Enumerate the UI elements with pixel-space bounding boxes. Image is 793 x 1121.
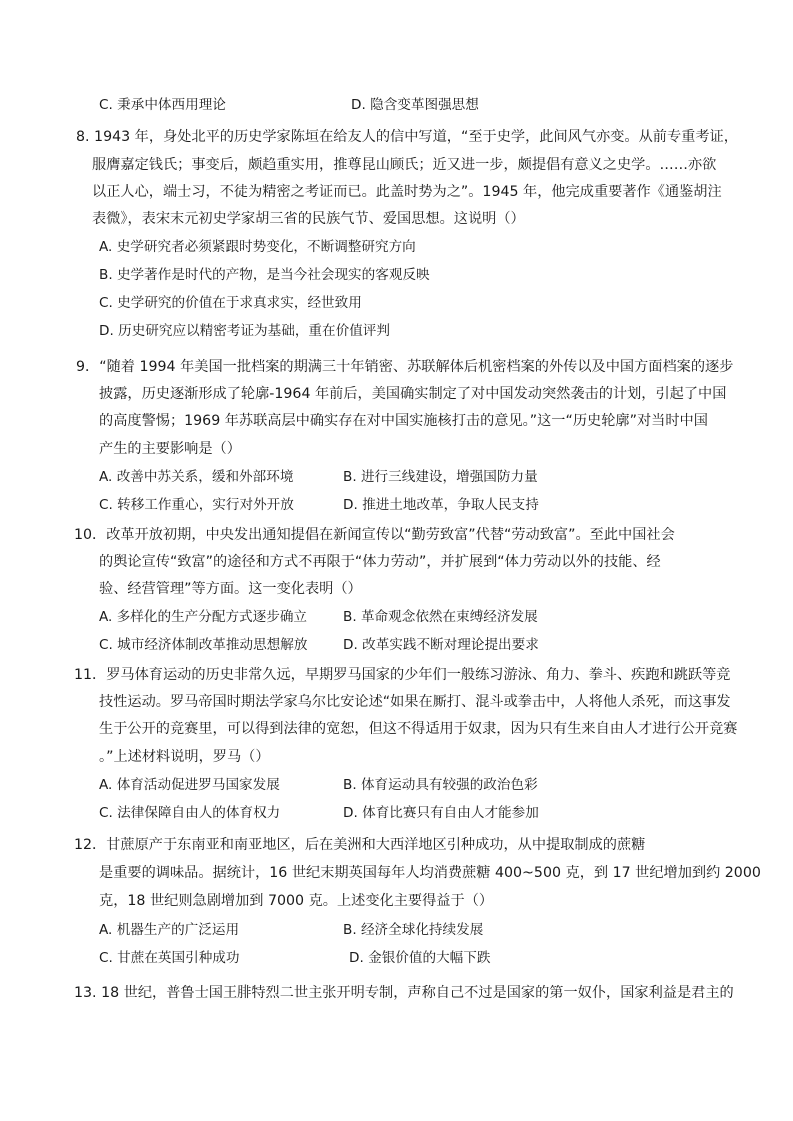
q7-option-c[interactable]: C. 秉承中体西用理论 [99, 97, 226, 113]
q8-option-a[interactable]: A. 史学研究者必须紧跟时势变化，不断调整研究方向 [99, 239, 416, 255]
q9-option-b[interactable]: B. 进行三线建设，增强国防力量 [343, 469, 538, 485]
q11-option-d[interactable]: D. 体育比赛只有自由人才能参加 [343, 805, 539, 821]
q12-option-c[interactable]: C. 甘蔗在英国引种成功 [99, 950, 240, 966]
q10-option-c[interactable]: C. 城市经济体制改革推动思想解放 [99, 637, 308, 653]
q11-stem-line: 技性运动。罗马帝国时期法学家乌尔比安论述“如果在厮打、混斗或拳击中，人将他人杀死，而这事发 [99, 694, 731, 710]
q12-stem-line: 12．甘蔗原产于东南亚和南亚地区，后在美洲和大西洋地区引种成功，从中提取制成的蔗糖 [74, 837, 646, 853]
q9-stem-line: 产生的主要影响是（） [99, 441, 241, 457]
q9-option-a[interactable]: A. 改善中苏关系，缓和外部环境 [99, 469, 294, 485]
q8-option-d[interactable]: D. 历史研究应以精密考证为基础，重在价值评判 [99, 323, 390, 339]
q9-stem-line: 披露，历史逐渐形成了轮廓-1964 年前后，美国确实制定了对中国发动突然袭击的计划，引起了中国 [99, 386, 727, 402]
q8-option-c[interactable]: C. 史学研究的价值在于求真求实，经世致用 [99, 295, 362, 311]
q8-stem-line: 8. 1943 年，身处北平的历史学家陈垣在给友人的信中写道，“至于史学，此间风气亦变。从前专重考证， [76, 129, 738, 145]
q10-option-a[interactable]: A. 多样化的生产分配方式逐步确立 [99, 609, 308, 625]
q10-stem-line: 的舆论宣传“致富”的途径和方式不再限于“体力劳动”，并扩展到“体力劳动以外的技能、经 [99, 554, 661, 570]
q9-stem-line: 9．“随着 1994 年美国一批档案的期满三十年销密、苏联解体后机密档案的外传以及中国方面档案的逐步 [76, 359, 734, 375]
q9-option-d[interactable]: D. 推进土地改革，争取人民支持 [343, 497, 539, 513]
q12-option-a[interactable]: A. 机器生产的广泛运用 [99, 922, 240, 938]
q10-option-b[interactable]: B. 革命观念依然在束缚经济发展 [343, 609, 538, 625]
q8-stem-line: 以正人心，端士习，不徒为精密之考证而已。此盖时势为之”。1945 年，他完成重要著作《通鉴胡注 [92, 184, 722, 200]
q9-stem-line: 的高度警惕；1969 年苏联高层中确实存在对中国实施核打击的意见。”这一“历史轮廓”对当时中国 [99, 413, 708, 429]
q10-stem-line: 验、经营管理”等方面。这一变化表明（） [99, 581, 362, 597]
q7-option-d[interactable]: D. 隐含变革图强思想 [351, 97, 479, 113]
q12-option-b[interactable]: B. 经济全球化持续发展 [343, 922, 484, 938]
q12-stem-line: 是重要的调味品。据统计，16 世纪末期英国每年人均消费蔗糖 400~500 克，到 17 世纪增加到约 2000 [99, 865, 761, 881]
q11-stem-line: 。”上述材料说明，罗马（） [99, 749, 270, 765]
q11-stem-line: 11．罗马体育运动的历史非常久远，早期罗马国家的少年们一般练习游泳、角力、拳斗、疾跑和跳跃等竞 [74, 667, 731, 683]
q11-option-a[interactable]: A. 体育活动促进罗马国家发展 [99, 777, 280, 793]
q11-option-c[interactable]: C. 法律保障自由人的体育权力 [99, 805, 281, 821]
q11-stem-line: 生于公开的竞赛里，可以得到法律的宽恕，但这不得适用于奴隶，因为只有生来自由人才进行公开竞赛 [99, 721, 738, 737]
q9-option-c[interactable]: C. 转移工作重心，实行对外开放 [99, 497, 294, 513]
q12-option-d[interactable]: D. 金银价值的大幅下跌 [349, 950, 491, 966]
q13-stem-line: 13. 18 世纪，普鲁士国王腓特烈二世主张开明专制，声称自己不过是国家的第一奴仆，国家利益是君主的 [74, 985, 734, 1001]
q11-option-b[interactable]: B. 体育运动具有较强的政治色彩 [343, 777, 538, 793]
q8-option-b[interactable]: B. 史学著作是时代的产物，是当今社会现实的客观反映 [99, 267, 430, 283]
q8-stem-line: 服膺嘉定钱氏；事变后，颇趋重实用，推尊昆山顾氏；近又进一步，颇提倡有意义之史学。……亦欲 [92, 157, 717, 173]
q10-stem-line: 10．改革开放初期，中央发出通知提倡在新闻宣传以“勤劳致富”代替“劳动致富”。至此中国社会 [74, 527, 675, 543]
q12-stem-line: 克，18 世纪则急剧增加到 7000 克。上述变化主要得益于（） [99, 893, 494, 909]
q8-stem-line: 表微》，表宋末元初史学家胡三省的民族气节、爱国思想。这说明（） [92, 211, 525, 227]
q10-option-d[interactable]: D. 改革实践不断对理论提出要求 [343, 637, 539, 653]
